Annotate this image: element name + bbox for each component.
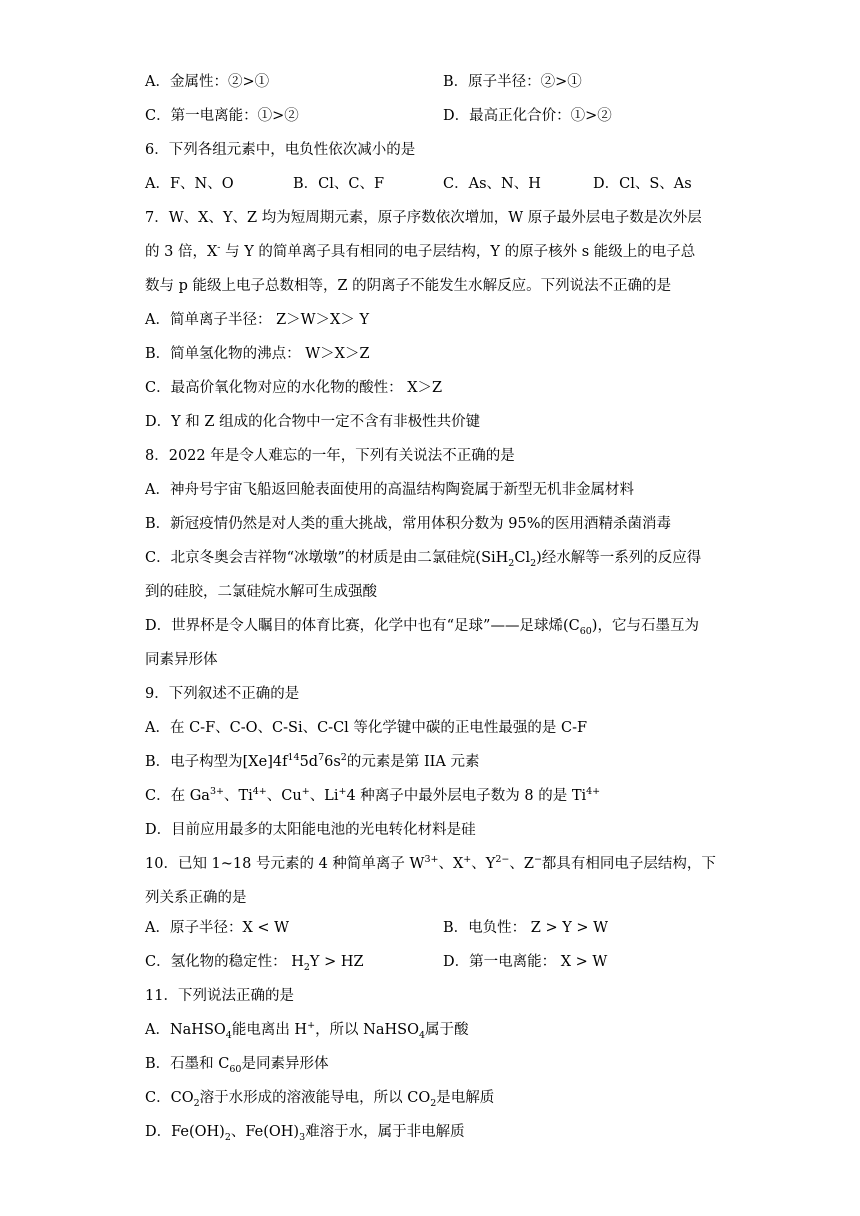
q8-option-b: B．新冠疫情仍然是对人类的重大挑战，常用体积分数为 95%的医用酒精杀菌消毒 bbox=[145, 516, 671, 532]
q6-option-d: D．Cl、S、As bbox=[593, 176, 692, 192]
q5-option-b: B．原子半径：②>① bbox=[443, 74, 582, 90]
q10-option-a: A．原子半径：X < W bbox=[145, 920, 290, 936]
q7-option-c: C．最高价氧化物对应的水化物的酸性： X＞Z bbox=[145, 380, 443, 396]
q7-stem-line1: 7．W、X、Y、Z 均为短周期元素，原子序数依次增加，W 原子最外层电子数是次外层 bbox=[145, 210, 702, 226]
q6-option-b: B．Cl、C、F bbox=[293, 176, 385, 192]
q6-option-a: A．F、N、O bbox=[145, 176, 234, 192]
q9-option-d: D．目前应用最多的太阳能电池的光电转化材料是硅 bbox=[145, 822, 476, 838]
q8-option-c-line1: C．北京冬奥会吉祥物“冰墩墩”的材质是由二氯硅烷$(SiH_2Cl_2)$经水解等一系列的反应得 bbox=[145, 550, 702, 569]
q8-option-d-line2: 同素异形体 bbox=[145, 652, 218, 668]
q11-option-a: A．NaHSO$_4$能电离出 H+，所以 NaHSO$_4$属于酸 bbox=[145, 1020, 469, 1041]
q6-stem: 6．下列各组元素中，电负性依次减小的是 bbox=[145, 142, 416, 158]
q8-option-d-line1: D．世界杯是令人瞩目的体育比赛，化学中也有“足球”——足球烯$(C_{60})$，它与石墨互为 bbox=[145, 618, 699, 637]
q8-option-a: A．神舟号宇宙飞船返回舱表面使用的高温结构陶瓷属于新型无机非金属材料 bbox=[145, 482, 634, 498]
q10-option-c: C．氢化物的稳定性： $H_2Y$ > HZ bbox=[145, 954, 364, 973]
q5-option-c: C．第一电离能：①>② bbox=[145, 108, 299, 124]
q9-option-a: A．在 C-F、C-O、C-Si、C-Cl 等化学键中碳的正电性最强的是 C-F bbox=[145, 720, 588, 736]
q8-stem: 8．2022 年是令人难忘的一年，下列有关说法不正确的是 bbox=[145, 448, 515, 464]
q7-option-d: D．Y 和 Z 组成的化合物中一定不含有非极性共价键 bbox=[145, 414, 481, 430]
q6-option-c: C．As、N、H bbox=[443, 176, 541, 192]
q7-option-b: B．简单氢化物的沸点： W＞X＞Z bbox=[145, 346, 370, 362]
q9-option-b: B．电子构型为$[Xe]4f^{14}5d^76s^2$的元素是第 IIA 元素 bbox=[145, 752, 480, 770]
q9-option-c: C．在 $Ga^{3+}$、$Ti^{4+}$、Cu+、Li+4 种离子中最外层电子数为 8 的是 $Ti^{4+}$ bbox=[145, 786, 601, 804]
q7-stem-line2: 的 3 倍，X- 与 Y 的简单离子具有相同的电子层结构，Y 的原子核外 s 能级上的电子总 bbox=[145, 242, 696, 260]
q11-stem: 11．下列说法正确的是 bbox=[145, 988, 294, 1004]
q10-stem-line2: 列关系正确的是 bbox=[145, 890, 247, 906]
q11-option-d: D．$Fe(OH)_2$、$Fe(OH)_3$难溶于水，属于非电解质 bbox=[145, 1124, 465, 1143]
q5-option-a: A．金属性：②>① bbox=[145, 74, 270, 90]
q10-option-d: D．第一电离能： X > W bbox=[443, 954, 608, 970]
q7-stem-line3: 数与 p 能级上电子总数相等，Z 的阴离子不能发生水解反应。下列说法不正确的是 bbox=[145, 278, 672, 294]
q10-option-b: B．电负性： Z > Y > W bbox=[443, 920, 609, 936]
q11-option-b: B．石墨和 $C_{60}$是同素异形体 bbox=[145, 1056, 329, 1075]
q7-option-a: A．简单离子半径： Z＞W＞X＞ Y bbox=[145, 312, 370, 328]
q9-stem: 9．下列叙述不正确的是 bbox=[145, 686, 300, 702]
q11-option-c: C．$CO_2$溶于水形成的溶液能导电，所以 $CO_2$是电解质 bbox=[145, 1090, 495, 1109]
q8-option-c-line2: 到的硅胶，二氯硅烷水解可生成强酸 bbox=[145, 584, 377, 600]
q5-option-d: D．最高正化合价：①>② bbox=[443, 108, 612, 124]
q10-stem-line1: 10．已知 1~18 号元素的 4 种简单离子 $W^{3+}$、X+、$Y^{2-}$、Z−都具有相同电子层结构，下 bbox=[145, 854, 716, 872]
